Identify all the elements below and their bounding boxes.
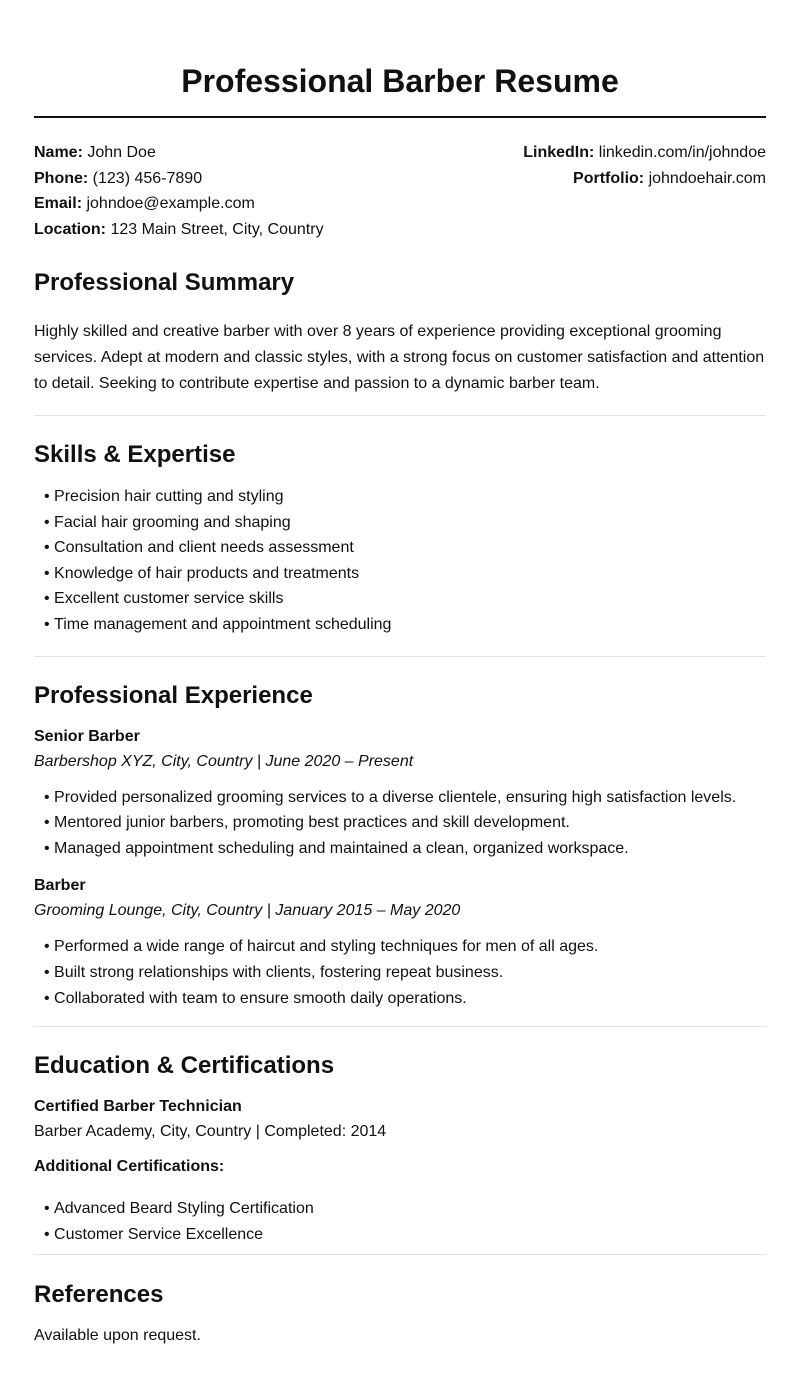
section-heading-education: Education & Certifications <box>34 1052 335 1080</box>
job-title: Barber <box>34 877 86 895</box>
resume-page <box>34 0 766 1348</box>
summary-text: Highly skilled and creative barber with over 8 years of experience providing exceptional grooming services. Adept at modern and classic styles, with a strong focus on customer satisfaction and attention to detail. Seeking to contribute expertise and passion to a dynamic barber team. <box>34 323 765 392</box>
job-entry <box>34 724 766 862</box>
summary-section <box>34 268 766 397</box>
contact-name <box>34 140 324 166</box>
contact-linkedin <box>523 140 766 166</box>
email-label: Email: <box>34 195 83 212</box>
list-item: • Consultation and client needs assessment <box>44 535 766 561</box>
name-label: Name: <box>34 144 83 161</box>
section-heading-experience: Professional Experience <box>34 681 313 709</box>
phone-value: (123) 456-7890 <box>92 169 203 187</box>
list-item: • Performed a wide range of haircut and styling techniques for men of all ages. <box>44 934 766 960</box>
list-item: • Advanced Beard Styling Certification <box>44 1196 766 1222</box>
section-divider <box>34 1026 766 1027</box>
school-line: Barber Academy, City, Country | Completed: 2014 <box>34 1123 387 1141</box>
section-heading-references: References <box>34 1281 164 1309</box>
list-item: • Precision hair cutting and styling <box>44 484 766 510</box>
list-item: • Time management and appointment scheduling <box>44 612 766 638</box>
linkedin-value: linkedin.com/in/johndoe <box>598 144 766 161</box>
location-value: 123 Main Street, City, Country <box>110 220 324 238</box>
portfolio-label: Portfolio: <box>573 169 645 187</box>
references-text: Available upon request. <box>34 1327 201 1345</box>
contact-right <box>523 140 766 242</box>
skills-list <box>34 484 766 638</box>
skills-section <box>34 440 766 638</box>
linkedin-label: LinkedIn: <box>523 144 595 161</box>
job-bullets <box>34 934 766 1011</box>
list-item: • Provided personalized grooming services to a diverse clientele, ensuring high satisfaction levels. <box>44 785 766 811</box>
email-value: johndoe@example.com <box>86 195 255 212</box>
list-item: • Collaborated with team to ensure smooth daily operations. <box>44 986 766 1012</box>
list-item: • Knowledge of hair products and treatments <box>44 561 766 587</box>
experience-section <box>34 681 766 1012</box>
list-item: • Built strong relationships with clients, fostering repeat business. <box>44 960 766 986</box>
contact-location <box>34 217 324 243</box>
title-divider <box>34 116 766 118</box>
list-item: • Mentored junior barbers, promoting best practices and skill development. <box>44 810 766 836</box>
section-divider <box>34 1254 766 1255</box>
phone-label: Phone: <box>34 169 89 187</box>
certs-list <box>34 1196 766 1247</box>
references-section <box>34 1280 766 1348</box>
contact-phone <box>34 166 324 192</box>
section-heading-skills: Skills & Expertise <box>34 441 236 468</box>
list-item: • Facial hair grooming and shaping <box>44 510 766 536</box>
contact-portfolio <box>523 166 766 192</box>
location-label: Location: <box>34 220 106 238</box>
contact-email <box>34 191 324 217</box>
education-section <box>34 1051 766 1247</box>
additional-certs-label: Additional Certifications: <box>34 1158 225 1176</box>
list-item: • Customer Service Excellence <box>44 1222 766 1248</box>
section-divider <box>34 415 766 416</box>
page-title: Professional Barber Resume <box>181 63 619 99</box>
job-meta: Barbershop XYZ, City, Country | June 2020 – Present <box>34 752 414 770</box>
contact-block <box>34 140 766 242</box>
contact-left <box>34 140 324 242</box>
name-value: John Doe <box>87 144 156 161</box>
job-title: Senior Barber <box>34 727 140 745</box>
list-item: • Managed appointment scheduling and maintained a clean, organized workspace. <box>44 836 766 862</box>
job-meta: Grooming Lounge, City, Country | January 2015 – May 2020 <box>34 902 461 920</box>
portfolio-value: johndoehair.com <box>648 169 766 187</box>
job-bullets <box>34 785 766 862</box>
section-divider <box>34 656 766 657</box>
section-heading-summary: Professional Summary <box>34 269 295 296</box>
degree-title: Certified Barber Technician <box>34 1098 242 1116</box>
job-entry <box>34 873 766 1011</box>
list-item: • Excellent customer service skills <box>44 586 766 612</box>
